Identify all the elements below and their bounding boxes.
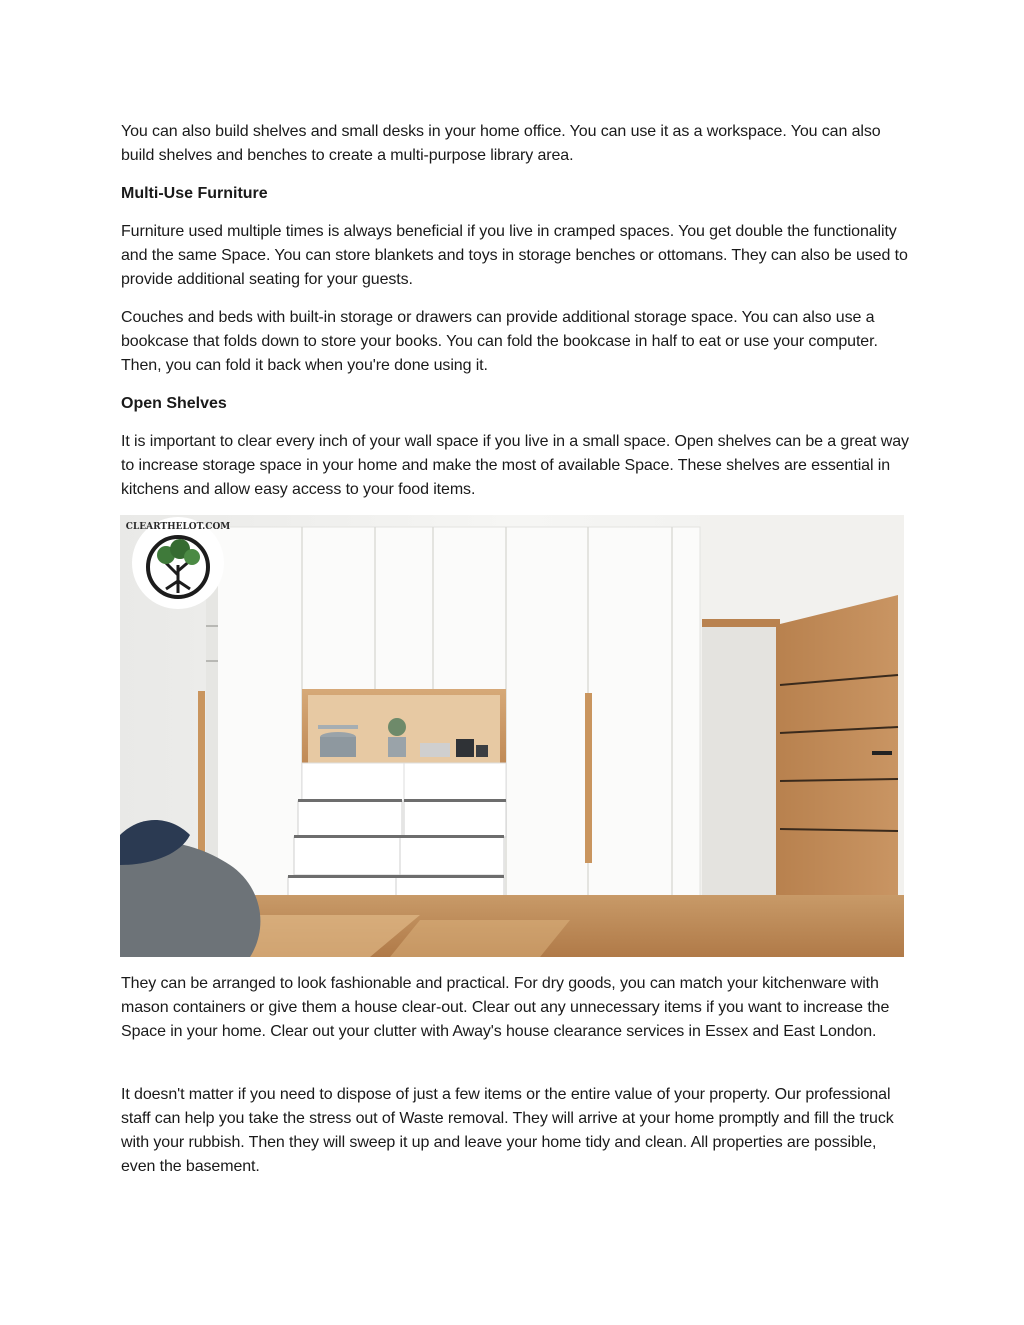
- door-handle: [872, 751, 892, 755]
- paragraph-multi-use: Furniture used multiple times is always beneficial if you live in cramped spaces. You get double the functionality and the same Space. You can store blankets and toys in storage benches or ottomans. They can also be used to provide additional seating for your guests.: [121, 223, 908, 288]
- paragraph-couches-beds: Couches and beds with built-in storage or drawers can provide additional storage space. You can also use a bookcase that folds down to store your books. You can fold the bookcase in half to eat or use your computer. Then, you can fold it back when you're done using it.: [121, 309, 878, 374]
- wooden-door: [776, 595, 898, 940]
- doorway-opening: [702, 621, 776, 895]
- paragraph-open-shelves: It is important to clear every inch of your wall space if you live in a small space. Open shelves can be a great way to increase storage space in your home and make the most of available Space. These shelves are essential in kitchens and allow easy access to your food items.: [121, 433, 909, 498]
- door-frame-top: [702, 619, 780, 627]
- handle-left: [198, 691, 205, 861]
- paragraph-home-office: You can also build shelves and small desks in your home office. You can use it as a workspace. You can also build shelves and benches to create a multi-purpose library area.: [121, 123, 881, 164]
- heading-multi-use-furniture: Multi-Use Furniture: [121, 185, 268, 202]
- paragraph-arranged: They can be arranged to look fashionable and practical. For dry goods, you can match your kitchenware with mason containers or give them a house clear-out. Clear out any unnecessary items if you want to increase the Space in your home. Clear out your clutter with Away's house clearance services in Essex and East London.: [121, 975, 890, 1040]
- wardrobe-illustration: [120, 515, 904, 957]
- wardrobe-photo: [120, 515, 904, 957]
- paragraph-dispose: It doesn't matter if you need to dispose of just a few items or the entire value of your property. Our professional staff can help you take the stress out of Waste removal. They will arrive at your home promptly and fill the truck with your rubbish. Then they will sweep it up and leave your home tidy and clean. All properties are possible, even the basement.: [121, 1086, 894, 1175]
- handle-right: [585, 693, 592, 863]
- heading-open-shelves: Open Shelves: [121, 395, 227, 412]
- logo-text: CLEARTHELOT.COM: [125, 522, 231, 532]
